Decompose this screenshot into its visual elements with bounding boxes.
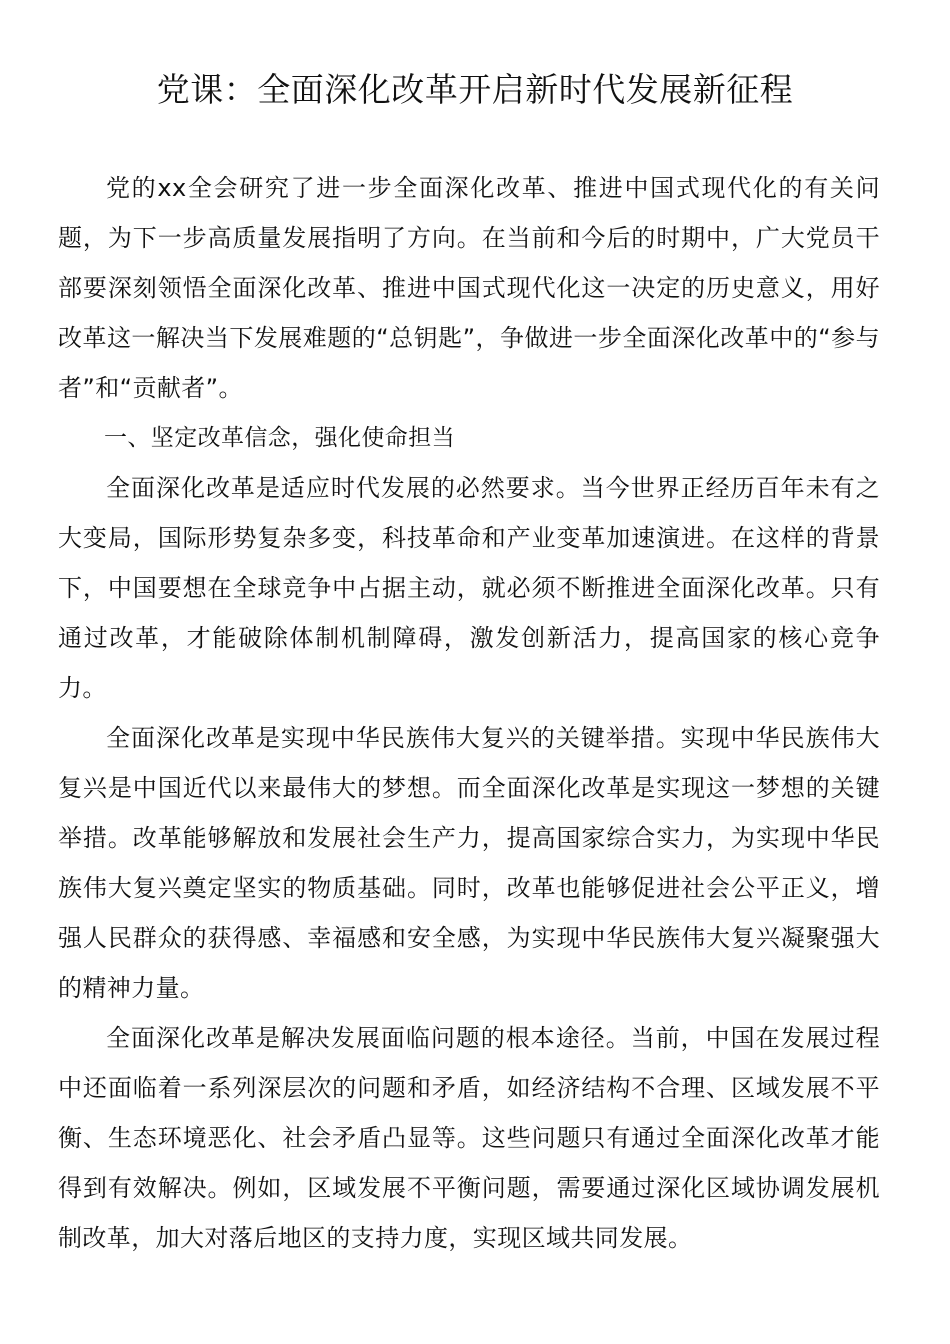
document-title: 党课：全面深化改革开启新时代发展新征程 bbox=[156, 70, 794, 109]
section-heading: 一、坚定改革信念，强化使命担当 bbox=[104, 425, 455, 451]
body-paragraph: 全面深化改革是实现中华民族伟大复兴的关键举措。实现中华民族伟大复兴是中国近代以来最伟大的梦想。而全面深化改革是实现这一梦想的关键举措。改革能够解放和发展社会生产力，提高国家综合实力，为实现中华民族伟大复兴奠定坚实的物质基础。同时，改革也能够促进社会公平正义，增强人民群众的获得感、幸福感和安全感，为实现中华民族伟大复兴凝聚强大的精神力量。 bbox=[58, 724, 880, 1002]
body-paragraph: 全面深化改革是解决发展面临问题的根本途径。当前，中国在发展过程中还面临着一系列深层次的问题和矛盾，如经济结构不合理、区域发展不平衡、生态环境恶化、社会矛盾凸显等。这些问题只有通过全面深化改革才能得到有效解决。例如，区域发展不平衡问题，需要通过深化区域协调发展机制改革，加大对落后地区的支持力度，实现区域共同发展。 bbox=[58, 1024, 880, 1252]
document-body bbox=[58, 163, 880, 1263]
intro-paragraph: 党的xx全会研究了进一步全面深化改革、推进中国式现代化的有关问题，为下一步高质量发展指明了方向。在当前和今后的时期中，广大党员干部要深刻领悟全面深化改革、推进中国式现代化这一决定的历史意义，用好改革这一解决当下发展难题的“总钥匙”，争做进一步全面深化改革中的“参与者”和“贡献者”。 bbox=[58, 174, 880, 402]
body-paragraph: 全面深化改革是适应时代发展的必然要求。当今世界正经历百年未有之大变局，国际形势复杂多变，科技革命和产业变革加速演进。在这样的背景下，中国要想在全球竞争中占据主动，就必须不断推进全面深化改革。只有通过改革，才能破除体制机制障碍，激发创新活力，提高国家的核心竞争力。 bbox=[58, 474, 880, 702]
